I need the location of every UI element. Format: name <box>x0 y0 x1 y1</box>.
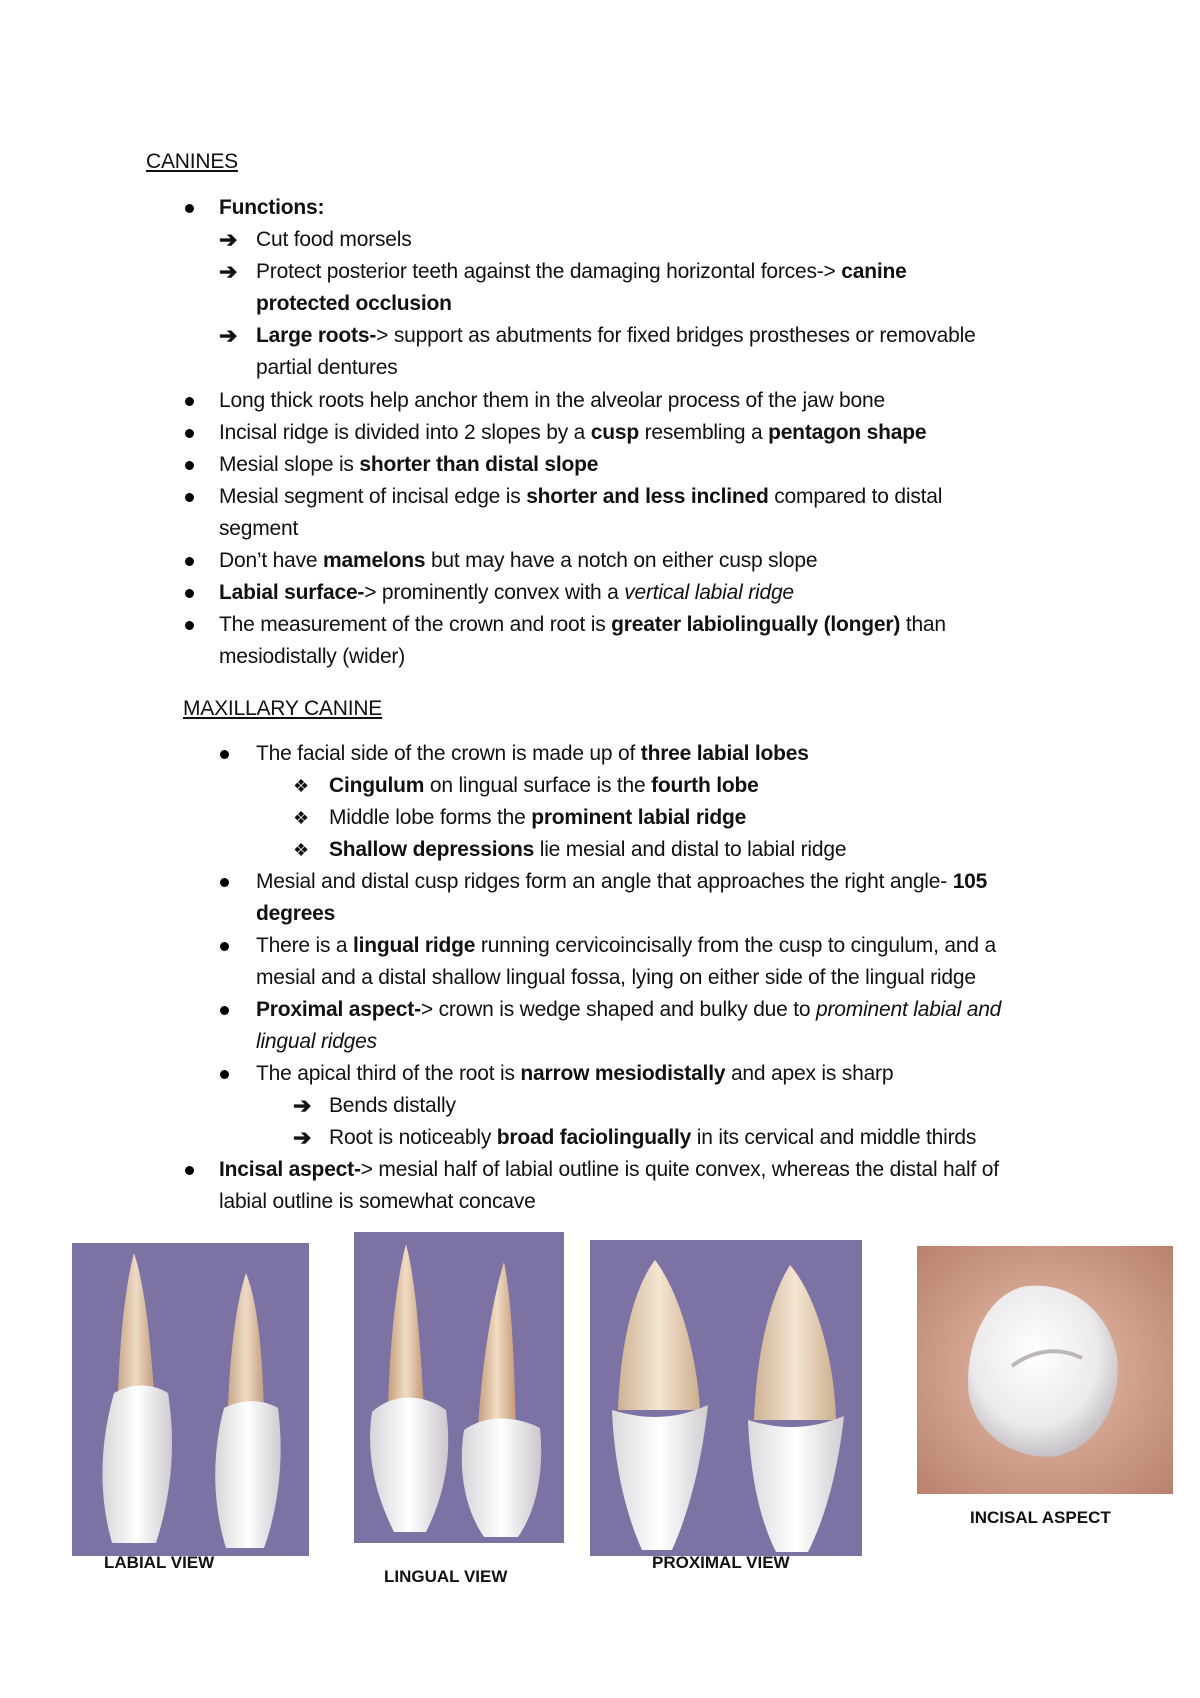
diamond-icon: ❖ <box>293 808 310 828</box>
bullet-icon <box>185 204 194 213</box>
diamond-icon: ❖ <box>293 776 310 796</box>
incisal-aspect-photo <box>917 1246 1173 1494</box>
bullet-icon <box>220 750 229 759</box>
arrow-icon: ➔ <box>219 323 238 348</box>
arrow-icon: ➔ <box>293 1093 312 1118</box>
bullet-icon <box>220 1006 229 1015</box>
bullet-cusp-ridges: Mesial and distal cusp ridges form an angle that approaches the right angle- 105 <box>256 870 988 893</box>
lingual-view-photo <box>354 1232 564 1543</box>
proximal-view-caption: PROXIMAL VIEW <box>652 1553 790 1572</box>
bullet-long-roots: Long thick roots help anchor them in the alveolar process of the jaw bone <box>219 389 885 412</box>
bullet-icon <box>185 621 194 630</box>
canines-heading: CANINES <box>146 150 238 173</box>
bullet-icon <box>185 397 194 406</box>
lingual-view-caption: LINGUAL VIEW <box>384 1567 508 1586</box>
bullet-measurement-cont: mesiodistally (wider) <box>219 645 406 668</box>
bullet-proximal-aspect-cont: lingual ridges <box>256 1030 377 1053</box>
bullet-icon <box>185 1166 194 1175</box>
bullet-labial-surface: Labial surface-> prominently convex with a vertical labial ridge <box>219 581 794 604</box>
proximal-view-photo <box>590 1240 862 1556</box>
bullet-lingual-ridge: There is a lingual ridge running cervicoincisally from the cusp to cingulum, and a <box>256 934 996 957</box>
bullet-lingual-ridge-cont: mesial and a distal shallow lingual fossa, lying on either side of the lingual ridge <box>256 966 976 989</box>
bullet-cusp-ridges-cont: degrees <box>256 902 336 925</box>
diamond-icon: ❖ <box>293 840 310 860</box>
bullet-mesial-segment-cont: segment <box>219 517 299 540</box>
function-protect-teeth: Protect posterior teeth against the damaging horizontal forces-> canine <box>256 260 907 283</box>
bullet-icon <box>185 429 194 438</box>
bullet-measurement: The measurement of the crown and root is greater labiolingually (longer) than <box>219 613 946 636</box>
bullet-icon <box>220 1070 229 1079</box>
bullet-icon <box>185 557 194 566</box>
bullet-apical-third: The apical third of the root is narrow mesiodistally and apex is sharp <box>256 1062 894 1085</box>
sub-root-broad: Root is noticeably broad faciolingually in its cervical and middle thirds <box>329 1126 977 1149</box>
arrow-icon: ➔ <box>219 259 238 284</box>
function-cut-food: Cut food morsels <box>256 228 412 251</box>
bullet-icon <box>185 461 194 470</box>
sub-middle-lobe: Middle lobe forms the prominent labial ridge <box>329 806 747 829</box>
function-large-roots-cont: partial dentures <box>256 356 398 379</box>
bullet-incisal-aspect: Incisal aspect-> mesial half of labial outline is quite convex, whereas the distal half of <box>219 1158 999 1181</box>
bullet-incisal-aspect-cont: labial outline is somewhat concave <box>219 1190 536 1213</box>
function-large-roots: Large roots-> support as abutments for fixed bridges prostheses or removable <box>256 324 976 347</box>
arrow-icon: ➔ <box>219 227 238 252</box>
arrow-icon: ➔ <box>293 1125 312 1150</box>
bullet-proximal-aspect: Proximal aspect-> crown is wedge shaped and bulky due to prominent labial and <box>256 998 1002 1021</box>
bullet-icon <box>185 493 194 502</box>
sub-cingulum: Cingulum on lingual surface is the fourth lobe <box>329 774 759 797</box>
bullet-mesial-segment: Mesial segment of incisal edge is shorter and less inclined compared to distal <box>219 485 943 508</box>
bullet-mesial-slope: Mesial slope is shorter than distal slope <box>219 453 599 476</box>
bullet-icon <box>220 878 229 887</box>
labial-view-caption: LABIAL VIEW <box>104 1553 215 1572</box>
bullet-icon <box>220 942 229 951</box>
incisal-aspect-caption: INCISAL ASPECT <box>970 1508 1111 1527</box>
function-protect-teeth-cont: protected occlusion <box>256 292 452 315</box>
bullet-facial-side: The facial side of the crown is made up of three labial lobes <box>256 742 809 765</box>
labial-view-photo <box>72 1243 309 1556</box>
bullet-mamelons: Don’t have mamelons but may have a notch on either cusp slope <box>219 549 818 572</box>
maxillary-canine-heading: MAXILLARY CANINE <box>183 697 383 720</box>
sub-bends-distally: Bends distally <box>329 1094 456 1117</box>
sub-shallow-depressions: Shallow depressions lie mesial and distal to labial ridge <box>329 838 847 861</box>
bullet-incisal-ridge: Incisal ridge is divided into 2 slopes by a cusp resembling a pentagon shape <box>219 421 927 444</box>
bullet-icon <box>185 589 194 598</box>
functions-label: Functions: <box>219 196 325 219</box>
